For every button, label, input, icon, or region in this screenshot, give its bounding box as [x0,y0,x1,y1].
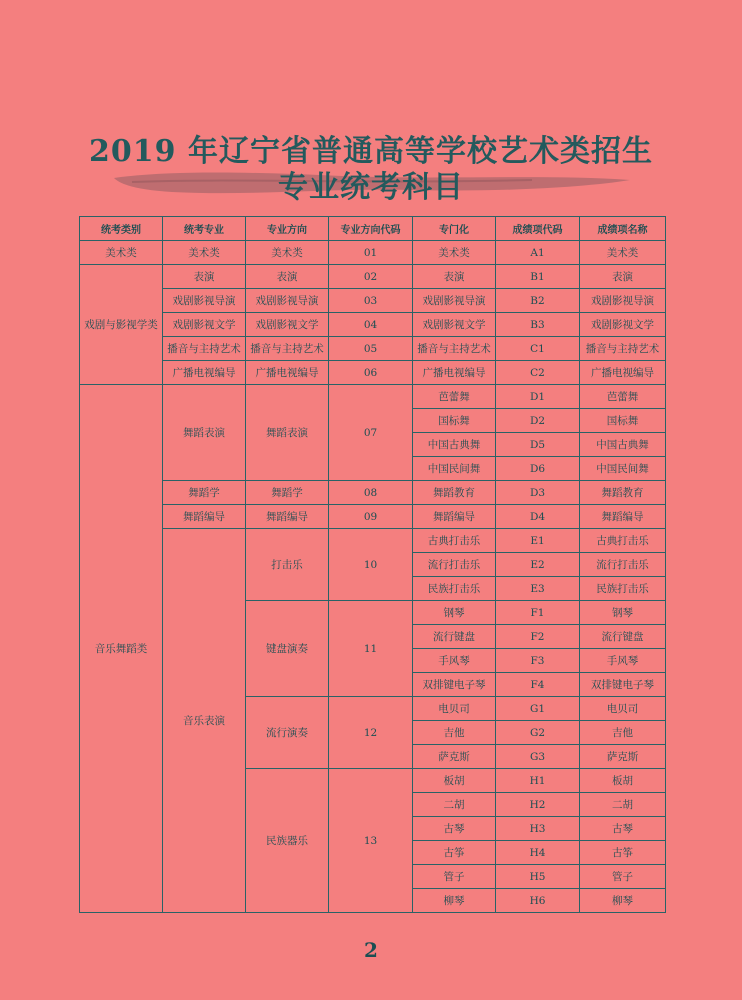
cell-direction: 舞蹈表演 [246,385,329,481]
cell-score-name: 古琴 [580,817,666,841]
header-specialization: 专门化 [413,217,496,241]
cell-direction: 表演 [246,265,329,289]
cell-specialization: 表演 [413,265,496,289]
cell-score-code: H6 [496,889,580,913]
cell-category: 音乐舞蹈类 [80,385,163,913]
cell-score-name: 古筝 [580,841,666,865]
cell-specialization: 美术类 [413,241,496,265]
cell-specialization: 中国古典舞 [413,433,496,457]
cell-score-name: 吉他 [580,721,666,745]
cell-score-name: 萨克斯 [580,745,666,769]
table-row [80,265,666,289]
cell-specialization: 手风琴 [413,649,496,673]
cell-score-name: 二胡 [580,793,666,817]
header-direction: 专业方向 [246,217,329,241]
page-title-line2: 专业统考科目 [278,170,464,205]
cell-specialization: 流行打击乐 [413,553,496,577]
cell-score-code: E1 [496,529,580,553]
cell-direction: 戏剧影视文学 [246,313,329,337]
cell-major: 戏剧影视文学 [163,313,246,337]
cell-score-name: 表演 [580,265,666,289]
cell-score-code: D4 [496,505,580,529]
cell-score-name: 双排键电子琴 [580,673,666,697]
cell-major: 播音与主持艺术 [163,337,246,361]
cell-score-code: F4 [496,673,580,697]
cell-score-code: E3 [496,577,580,601]
cell-direction: 打击乐 [246,529,329,601]
cell-specialization: 板胡 [413,769,496,793]
header-score-code: 成绩项代码 [496,217,580,241]
cell-score-code: G1 [496,697,580,721]
cell-direction: 舞蹈编导 [246,505,329,529]
cell-direction-code: 05 [329,337,413,361]
cell-specialization: 双排键电子琴 [413,673,496,697]
cell-score-code: H3 [496,817,580,841]
cell-score-code: A1 [496,241,580,265]
cell-specialization: 古典打击乐 [413,529,496,553]
cell-score-name: 舞蹈编导 [580,505,666,529]
cell-direction-code: 04 [329,313,413,337]
cell-score-name: 国标舞 [580,409,666,433]
table-row [80,529,666,553]
cell-score-code: H1 [496,769,580,793]
cell-score-name: 钢琴 [580,601,666,625]
cell-score-code: F1 [496,601,580,625]
cell-major: 戏剧影视导演 [163,289,246,313]
cell-specialization: 中国民间舞 [413,457,496,481]
cell-specialization: 流行键盘 [413,625,496,649]
cell-specialization: 萨克斯 [413,745,496,769]
cell-score-name: 广播电视编导 [580,361,666,385]
cell-score-code: H2 [496,793,580,817]
table-row [80,505,666,529]
page-title-line1: 2019 年辽宁省普通高等学校艺术类招生 [89,134,653,169]
cell-score-code: F2 [496,625,580,649]
cell-specialization: 钢琴 [413,601,496,625]
cell-direction-code: 06 [329,361,413,385]
cell-specialization: 古琴 [413,817,496,841]
cell-direction: 广播电视编导 [246,361,329,385]
cell-specialization: 电贝司 [413,697,496,721]
header-category: 统考类别 [80,217,163,241]
cell-major: 音乐表演 [163,529,246,913]
cell-direction: 美术类 [246,241,329,265]
cell-score-code: E2 [496,553,580,577]
cell-score-code: B2 [496,289,580,313]
table-row [80,289,666,313]
cell-score-code: G3 [496,745,580,769]
table-row [80,337,666,361]
cell-score-name: 戏剧影视导演 [580,289,666,313]
title-block [0,118,742,208]
cell-score-code: H4 [496,841,580,865]
cell-specialization: 二胡 [413,793,496,817]
cell-score-name: 流行键盘 [580,625,666,649]
cell-category: 美术类 [80,241,163,265]
cell-direction-code: 11 [329,601,413,697]
cell-score-code: C2 [496,361,580,385]
cell-score-name: 流行打击乐 [580,553,666,577]
cell-direction-code: 10 [329,529,413,601]
cell-specialization: 国标舞 [413,409,496,433]
cell-specialization: 播音与主持艺术 [413,337,496,361]
cell-score-code: D1 [496,385,580,409]
cell-direction-code: 12 [329,697,413,769]
cell-category: 戏剧与影视学类 [80,265,163,385]
cell-specialization: 戏剧影视文学 [413,313,496,337]
cell-score-code: D5 [496,433,580,457]
cell-direction: 播音与主持艺术 [246,337,329,361]
cell-score-code: D2 [496,409,580,433]
cell-major: 舞蹈学 [163,481,246,505]
cell-score-name: 板胡 [580,769,666,793]
cell-direction: 戏剧影视导演 [246,289,329,313]
table-header-row [80,217,666,241]
cell-specialization: 古筝 [413,841,496,865]
cell-score-code: G2 [496,721,580,745]
cell-specialization: 芭蕾舞 [413,385,496,409]
cell-score-name: 电贝司 [580,697,666,721]
cell-score-name: 中国古典舞 [580,433,666,457]
cell-score-name: 柳琴 [580,889,666,913]
cell-score-name: 手风琴 [580,649,666,673]
header-score-name: 成绩项名称 [580,217,666,241]
cell-direction-code: 07 [329,385,413,481]
cell-major: 舞蹈表演 [163,385,246,481]
table-row [80,241,666,265]
cell-direction: 民族器乐 [246,769,329,913]
cell-direction: 键盘演奏 [246,601,329,697]
cell-specialization: 广播电视编导 [413,361,496,385]
cell-score-code: H5 [496,865,580,889]
cell-direction-code: 02 [329,265,413,289]
cell-specialization: 柳琴 [413,889,496,913]
table-row [80,313,666,337]
cell-major: 表演 [163,265,246,289]
cell-score-code: D6 [496,457,580,481]
cell-direction-code: 13 [329,769,413,913]
cell-score-name: 戏剧影视文学 [580,313,666,337]
cell-specialization: 民族打击乐 [413,577,496,601]
cell-direction-code: 01 [329,241,413,265]
cell-direction-code: 03 [329,289,413,313]
cell-score-name: 美术类 [580,241,666,265]
table-row [80,385,666,409]
header-direction-code: 专业方向代码 [329,217,413,241]
cell-direction-code: 08 [329,481,413,505]
cell-direction: 流行演奏 [246,697,329,769]
header-major: 统考专业 [163,217,246,241]
cell-major: 美术类 [163,241,246,265]
page-number: 2 [364,938,378,962]
cell-score-name: 管子 [580,865,666,889]
cell-score-name: 舞蹈教育 [580,481,666,505]
cell-specialization: 管子 [413,865,496,889]
cell-score-code: C1 [496,337,580,361]
cell-direction-code: 09 [329,505,413,529]
cell-specialization: 舞蹈编导 [413,505,496,529]
cell-specialization: 吉他 [413,721,496,745]
exam-subjects-table [79,216,666,913]
cell-score-code: B1 [496,265,580,289]
cell-score-code: B3 [496,313,580,337]
cell-score-code: F3 [496,649,580,673]
cell-direction: 舞蹈学 [246,481,329,505]
cell-score-name: 民族打击乐 [580,577,666,601]
cell-score-name: 芭蕾舞 [580,385,666,409]
table-row [80,361,666,385]
cell-major: 舞蹈编导 [163,505,246,529]
cell-score-name: 中国民间舞 [580,457,666,481]
cell-score-code: D3 [496,481,580,505]
cell-specialization: 舞蹈教育 [413,481,496,505]
table-row [80,481,666,505]
cell-specialization: 戏剧影视导演 [413,289,496,313]
cell-major: 广播电视编导 [163,361,246,385]
cell-score-name: 播音与主持艺术 [580,337,666,361]
cell-score-name: 古典打击乐 [580,529,666,553]
